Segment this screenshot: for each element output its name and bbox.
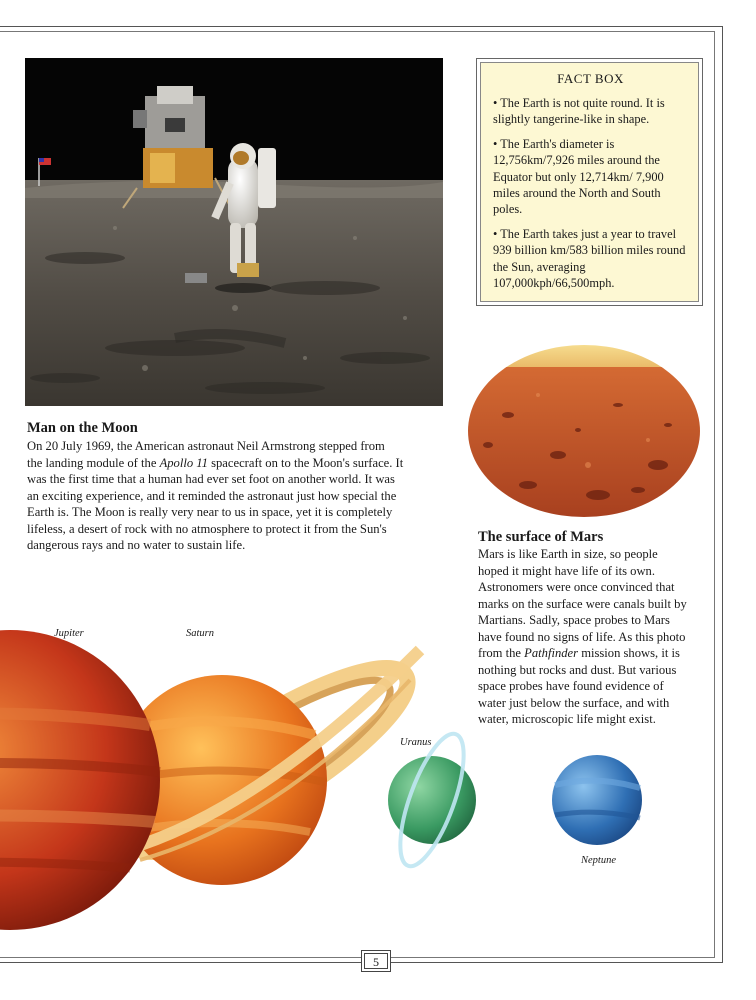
moon-text-line: the landing module of the [27, 455, 160, 470]
moon-landing-photo [25, 58, 443, 406]
fact-box [476, 58, 703, 306]
mars-text-line: Mars is like Earth in size, so people [478, 547, 658, 561]
neptune-planet [552, 755, 642, 845]
mars-text-line: space probes have found evidence of [478, 679, 664, 693]
page-number: 5 [373, 955, 379, 969]
fact-box-panel [480, 62, 699, 302]
mars-text-line: marks on the surface were canals built by [478, 596, 687, 611]
neptune-label: Neptune [581, 855, 616, 866]
mars-text-line: from the [478, 646, 525, 660]
moon-text-line: Earth is. The Moon is really very near to us in space, yet it is completely [27, 505, 393, 519]
mars-text-line: water, microscopic life might exist. [478, 712, 656, 726]
uranus-label: Uranus [400, 737, 432, 748]
moon-text-line: dangerous rays and no water to sustain life. [27, 538, 246, 552]
fact-box-title: FACT BOX [557, 71, 624, 86]
fact-item: • The Earth is not quite round. It is slightly tangerine-like in shape. [493, 96, 665, 127]
moon-text-line: spacecraft on to the Moon's surface. It [207, 455, 404, 470]
apollo-11-italic: Apollo 11 [159, 455, 208, 470]
moon-section-text [27, 438, 403, 554]
jupiter-label: Jupiter [54, 628, 84, 639]
fact-item: • The Earth's diameter is 12,756km/7,926 miles around the Equator but only 12,714km/ 7,900 miles around the North and South poles. [493, 136, 664, 217]
mars-text-line: have found no signs of life. As this photo [478, 629, 686, 644]
moon-text-line: lifeless, a desert of rock with no atmosphere to protect it from the Sun's [27, 521, 387, 536]
mars-text-line: mission shows, it is [578, 646, 680, 660]
mars-section-title: The surface of Mars [478, 529, 604, 545]
moon-text-line: was the first time that a human had ever set foot on another world. It was [27, 472, 395, 486]
moon-text-line: an exciting experience, and it reminded the astronaut just how special the [27, 488, 397, 503]
mars-text-line: Martians. Sadly, space probes to Mars [478, 613, 670, 627]
fact-item: • The Earth takes just a year to travel 939 billion km/583 billion miles round the Sun, averaging 107,000kph/66,500mph. [493, 226, 686, 291]
jupiter-planet [0, 630, 160, 930]
mars-text-line: nothing but rocks and dust. But various [478, 662, 677, 677]
pathfinder-italic: Pathfinder [524, 646, 579, 660]
fact-box-list [493, 95, 688, 291]
mars-text-line: water just below the surface, and with [478, 695, 670, 710]
saturn-label: Saturn [186, 628, 215, 639]
mars-text-line: Astronomers were once convinced that [478, 580, 675, 594]
mars-text-line: hoped it might have life of its own. [478, 563, 655, 578]
mars-surface-photo [468, 345, 700, 517]
page-number-box [361, 950, 391, 972]
planets-illustration [0, 610, 720, 950]
uranus-planet [387, 727, 476, 874]
moon-text-line: On 20 July 1969, the American astronaut Neil Armstrong stepped from [27, 439, 385, 453]
moon-section-title: Man on the Moon [27, 420, 138, 436]
